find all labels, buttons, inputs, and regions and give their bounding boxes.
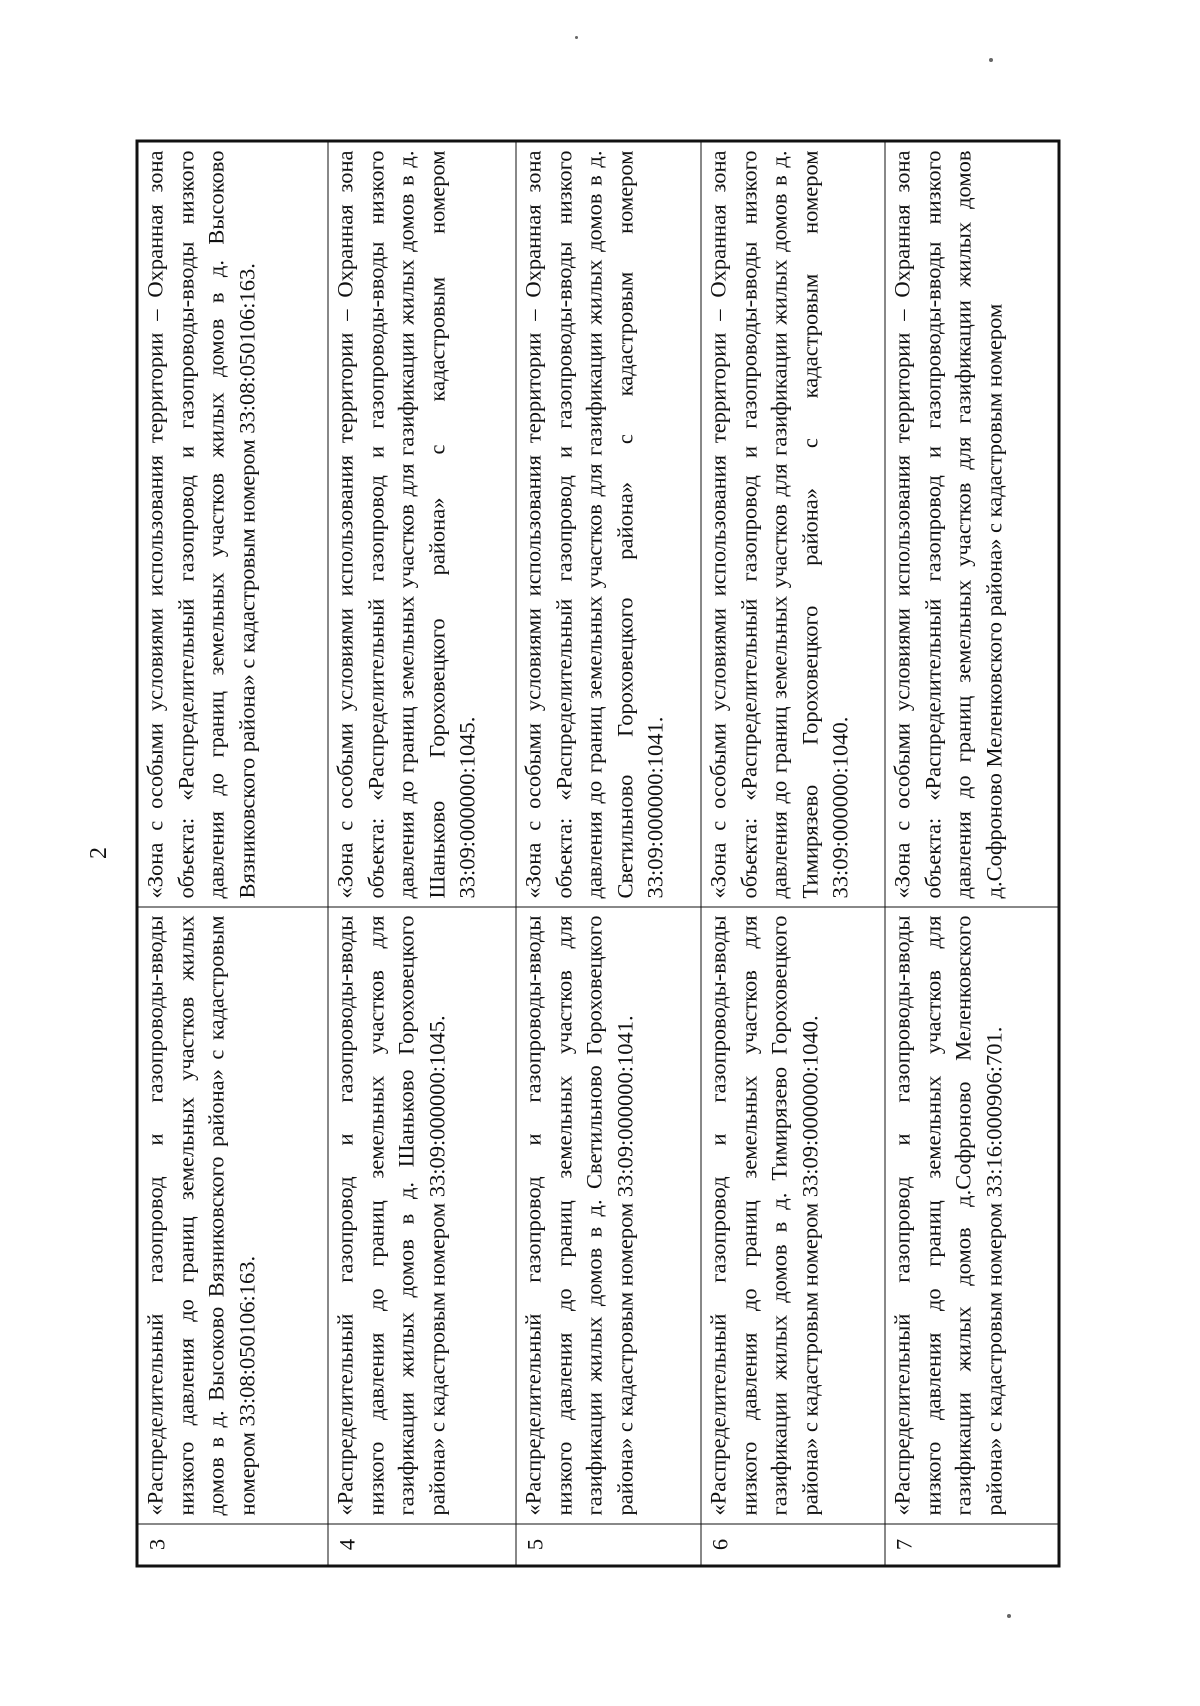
table-row bbox=[701, 142, 885, 1565]
table-row bbox=[516, 142, 701, 1565]
row-number: 3 bbox=[138, 1524, 328, 1565]
row-number: 6 bbox=[701, 1524, 885, 1565]
row-number: 5 bbox=[516, 1524, 701, 1565]
zone-description: «Зона с особыми условиями использования территории – Охранная зона объекта: «Распределительный газопровод и газопроводы-вводы низкого давления до границ земельных участков для газификации жилых домов в д. Светильново Гороховецкого района» с кадастровым номером 33:09:000000:1041. bbox=[516, 142, 701, 907]
scan-speck bbox=[1007, 1614, 1011, 1618]
object-description: «Распределительный газопровод и газопроводы-вводы низкого давления до границ земельных участков для газификации жилых домов в д. Шаньково Гороховецкого района» с кадастровым номером 33:09:000000:1045. bbox=[328, 907, 516, 1524]
zone-description: «Зона с особыми условиями использования территории – Охранная зона объекта: «Распределительный газопровод и газопроводы-вводы низкого давления до границ земельных участков для газификации жилых домов в д. Шаньково Гороховецкого района» с кадастровым номером 33:09:000000:1045. bbox=[328, 142, 516, 907]
document-table bbox=[136, 140, 1061, 1568]
zone-description: «Зона с особыми условиями использования территории – Охранная зона объекта: «Распределительный газопровод и газопроводы-вводы низкого давления до границ земельных участков для газификации жилых домов в д. Тимирязево Гороховецкого района» с кадастровым номером 33:09:000000:1040. bbox=[701, 142, 885, 907]
object-description: «Распределительный газопровод и газопроводы-вводы низкого давления до границ земельных участков жилых домов в д. Высоково Вязниковского района» с кадастровым номером 33:08:050106:163. bbox=[138, 907, 328, 1524]
scan-speck bbox=[989, 58, 993, 62]
row-number: 7 bbox=[885, 1524, 1058, 1565]
scan-speck bbox=[575, 36, 578, 39]
table-row bbox=[885, 142, 1058, 1565]
zone-description: «Зона с особыми условиями использования территории – Охранная зона объекта: «Распределительный газопровод и газопроводы-вводы низкого давления до границ земельных участков жилых домов в д. Высоково Вязниковского района» с кадастровым номером 33:08:050106:163. bbox=[138, 142, 328, 907]
row-number: 4 bbox=[328, 1524, 516, 1565]
object-description: «Распределительный газопровод и газопроводы-вводы низкого давления до границ земельных участков для газификации жилых домов д.Софроново Меленковского района» с кадастровым номером 33:16:000906:701. bbox=[885, 907, 1058, 1524]
table-row bbox=[328, 142, 516, 1565]
page-number: 2 bbox=[86, 847, 112, 859]
table-row bbox=[138, 142, 328, 1565]
object-description: «Распределительный газопровод и газопроводы-вводы низкого давления до границ земельных участков для газификации жилых домов в д. Тимирязево Гороховецкого района» с кадастровым номером 33:09:000000:1040. bbox=[701, 907, 885, 1524]
zone-description: «Зона с особыми условиями использования территории – Охранная зона объекта: «Распределительный газопровод и газопроводы-вводы низкого давления до границ земельных участков для газификации жилых домов д.Софроново Меленковского района» с кадастровым номером bbox=[885, 142, 1058, 907]
object-description: «Распределительный газопровод и газопроводы-вводы низкого давления до границ земельных участков для газификации жилых домов в д. Светильново Гороховецкого района» с кадастровым номером 33:09:000000:1041. bbox=[516, 907, 701, 1524]
